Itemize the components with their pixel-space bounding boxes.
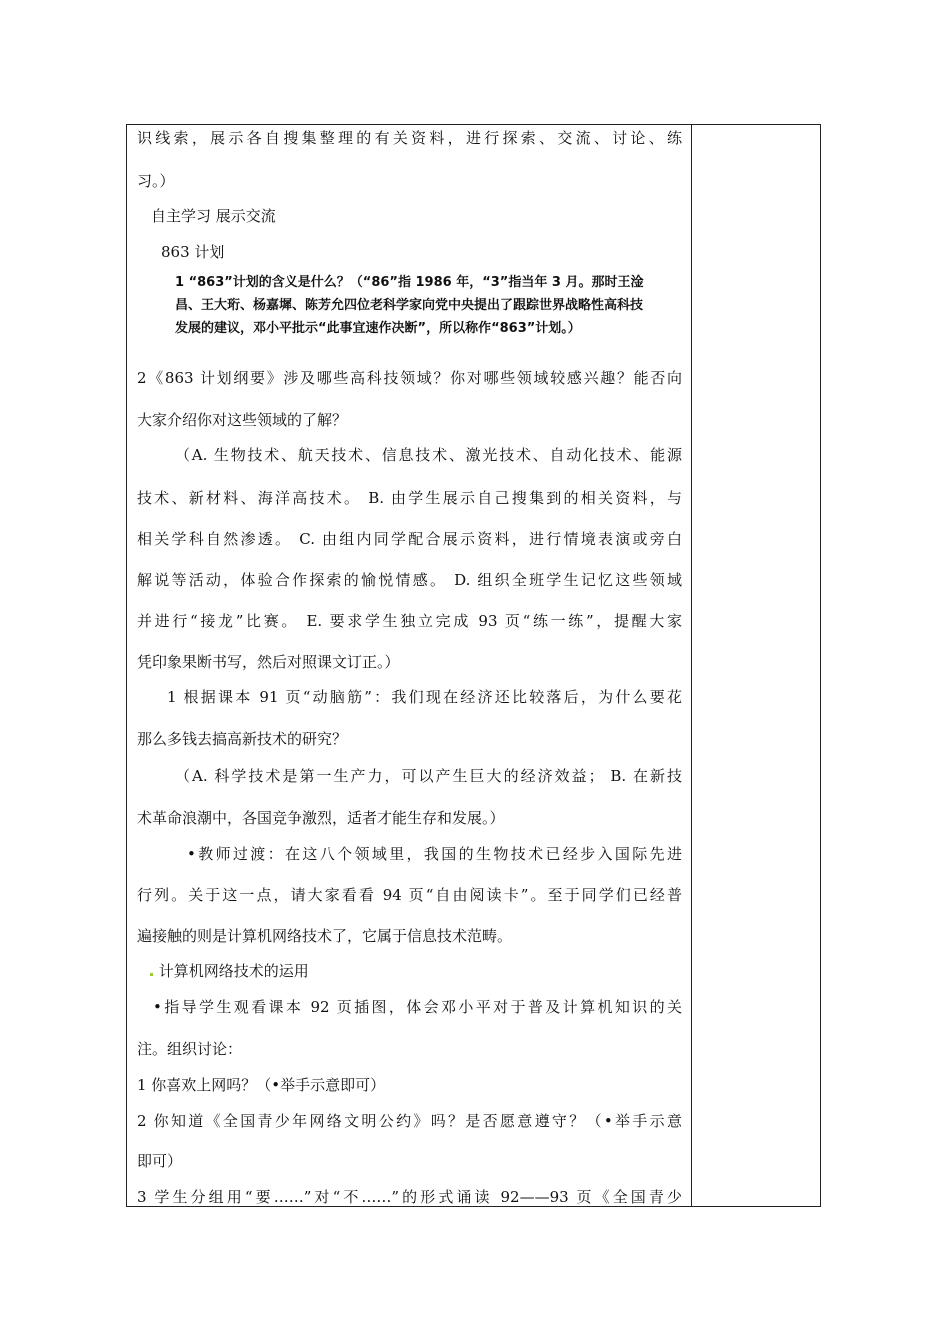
- text-line: •教师过渡：在这八个领域里，我国的生物技术已经步入国际先进: [187, 845, 682, 863]
- text-line: 2《863 计划纲要》涉及哪些高科技领域？你对哪些领域较感兴趣？能否向: [137, 369, 682, 387]
- text-line: 那么多钱去搞高新技术的研究？: [137, 730, 348, 748]
- text-line: 大家介绍你对这些领域的了解？: [137, 411, 348, 429]
- bullet-dot-icon: [150, 973, 153, 976]
- text-line: 识线索，展示各自搜集整理的有关资料，进行探索、交流、讨论、练: [137, 129, 682, 147]
- text-line: 即可）: [137, 1152, 183, 1170]
- text-line: 相关学科自然渗透。 C. 由组内同学配合展示资料，进行情境表演或旁白: [137, 530, 682, 548]
- text-line-bold: 发展的建议，邓小平批示“此事宜速作决断”，所以称作“863”计划。）: [175, 321, 581, 336]
- text-line-bold: 1 “863”计划的含义是什么？（“86”指 1986 年，“3”指当年 3 月。那时王淦: [175, 275, 644, 290]
- text-line: 注。组织讨论：: [137, 1040, 243, 1058]
- text-line: 1 根据课本 91 页“动脑筋”：我们现在经济还比较落后，为什么要花: [167, 688, 682, 706]
- text-line-bold: 昌、王大珩、杨嘉墀、陈芳允四位老科学家向党中央提出了跟踪世界战略性高科技: [175, 298, 644, 313]
- section-heading: 自主学习 展示交流: [151, 207, 276, 225]
- text-line: 并进行“接龙”比赛。 E. 要求学生独立完成 93 页“练一练”，提醒大家: [137, 612, 682, 630]
- text-line: 1 你喜欢上网吗？（•举手示意即可）: [137, 1076, 386, 1094]
- section-heading-text: 计算机网络技术的运用: [158, 962, 309, 980]
- column-divider: [691, 125, 692, 1206]
- text-line: 遍接触的则是计算机网络技术了，它属于信息技术范畴。: [137, 927, 513, 945]
- text-line: 行列。关于这一点，请大家看看 94 页“自由阅读卡”。至于同学们已经普: [137, 886, 682, 904]
- text-line: 凭印象果断书写，然后对照课文订正。）: [137, 653, 400, 671]
- section-heading: 863 计划: [161, 243, 225, 261]
- text-line: 2 你知道《全国青少年网络文明公约》吗？是否愿意遵守？（•举手示意: [137, 1112, 682, 1130]
- text-line: 习。）: [137, 172, 175, 190]
- text-line: 技术、新材料、海洋高技术。 B. 由学生展示自己搜集到的相关资料，与: [137, 489, 682, 507]
- text-line: 术革命浪潮中，各国竞争激烈，适者才能生存和发展。）: [137, 809, 505, 827]
- lesson-table: [126, 124, 821, 1207]
- text-line: （A. 科学技术是第一生产力，可以产生巨大的经济效益； B. 在新技: [175, 767, 682, 785]
- text-line: •指导学生观看课本 92 页插图，体会邓小平对于普及计算机知识的关: [153, 998, 682, 1016]
- text-line: 解说等活动，体验合作探索的愉悦情感。 D. 组织全班学生记忆这些领域: [137, 571, 682, 589]
- section-heading: [149, 961, 309, 981]
- text-line: （A. 生物技术、航天技术、信息技术、激光技术、自动化技术、能源: [175, 446, 682, 464]
- text-line: 3 学生分组用“要……”对“不……”的形式诵读 92——93 页《全国青少: [137, 1188, 682, 1206]
